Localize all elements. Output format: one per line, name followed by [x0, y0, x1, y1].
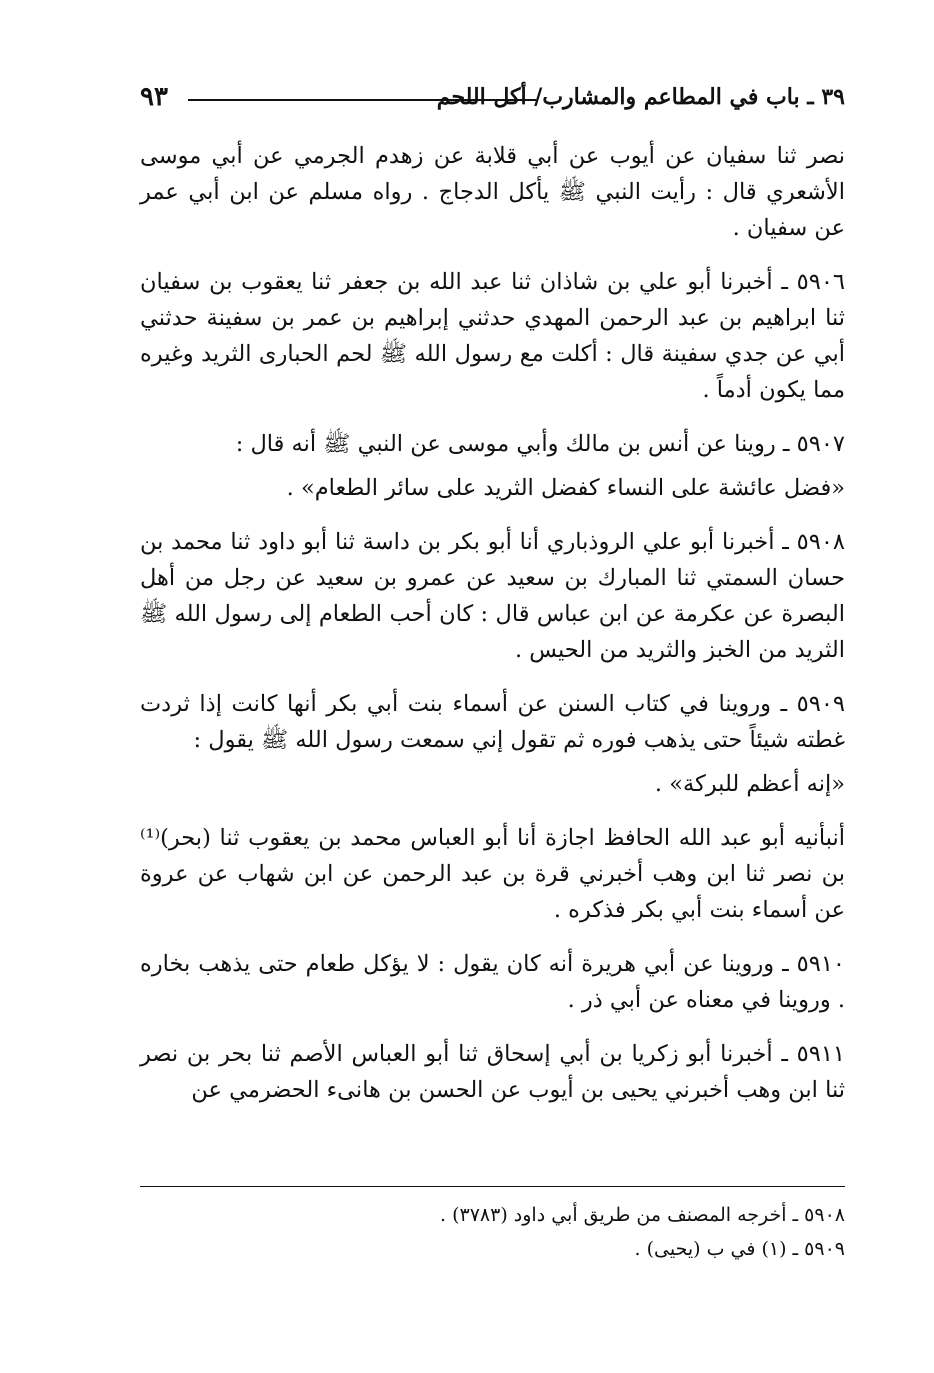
- paragraph-5909: ٥٩٠٩ ـ وروينا في كتاب السنن عن أسماء بنت أبي بكر أنها كانت إذا ثردت غطته شيئاً حتى يذهب فوره ثم تقول إني سمعت رسول الله ﷺ يقول :: [140, 691, 845, 753]
- page-number: ٩٣: [140, 82, 168, 112]
- page-header: [140, 82, 845, 118]
- paragraph-isnad: أنبأنيه أبو عبد الله الحافظ اجازة أنا أبو العباس محمد بن يعقوب ثنا (بحر)⁽¹⁾ بن نصر ثنا ابن وهب أخبرني قرة بن عبد الرحمن عن ابن شهاب عن عروة عن أسماء بنت أبي بكر فذكره .: [140, 825, 845, 923]
- paragraph-5907: ٥٩٠٧ ـ روينا عن أنس بن مالك وأبي موسى عن النبي ﷺ أنه قال :: [235, 431, 845, 457]
- paragraph-5906: ٥٩٠٦ ـ أخبرنا أبو علي بن شاذان ثنا عبد الله بن جعفر ثنا يعقوب بن سفيان ثنا ابراهيم بن عبد الرحمن المهدي حدثني إبراهيم بن عمر بن سفينة حدثني أبي عن جدي سفينة قال : أكلت مع رسول الله ﷺ لحم الحبارى الثريد وغيره مما يكون أدماً .: [140, 269, 846, 403]
- hadith-quote-1: «فضل عائشة على النساء كفضل الثريد على سائر الطعام» .: [286, 475, 845, 501]
- paragraph-5908: ٥٩٠٨ ـ أخبرنا أبو علي الروذباري أنا أبو بكر بن داسة ثنا أبو داود ثنا محمد بن حسان السمتي ثنا المبارك بن سعيد عن عمرو بن سعيد عن رجل من أهل البصرة عن عكرمة عن ابن عباس قال : كان أحب الطعام إلى رسول الله ﷺ الثريد من الخبز والثريد من الحيس .: [140, 529, 845, 663]
- paragraph-5910: ٥٩١٠ ـ وروينا عن أبي هريرة أنه كان يقول : لا يؤكل طعام حتى يذهب بخاره . وروينا في معناه عن أبي ذر .: [140, 951, 845, 1013]
- hadith-quote-2: «إنه أعظم للبركة» .: [654, 771, 845, 797]
- footnote: ٥٩٠٩ ـ (١) في ب (يحيى) .: [634, 1238, 845, 1260]
- footnote-rule: [140, 1186, 845, 1187]
- footnotes: [140, 1198, 845, 1266]
- running-head: ٣٩ ـ باب في المطاعم والمشارب/ أكل اللحم: [436, 84, 845, 110]
- body-text: [140, 138, 845, 1168]
- paragraph-5911: ٥٩١١ ـ أخبرنا أبو زكريا بن أبي إسحاق ثنا أبو العباس الأصم ثنا بحر بن نصر ثنا ابن وهب أخبرني يحيى بن أيوب عن الحسن بن هانىء الحضرمي عن: [140, 1041, 845, 1103]
- paragraph-continuation: نصر ثنا سفيان عن أيوب عن أبي قلابة عن زهدم الجرمي عن أبي موسى الأشعري قال : رأيت النبي ﷺ يأكل الدجاج . رواه مسلم عن ابن أبي عمر عن سفيان .: [140, 143, 845, 241]
- footnote: ٥٩٠٨ ـ أخرجه المصنف من طريق أبي داود (٣٧٨٣) .: [440, 1204, 845, 1226]
